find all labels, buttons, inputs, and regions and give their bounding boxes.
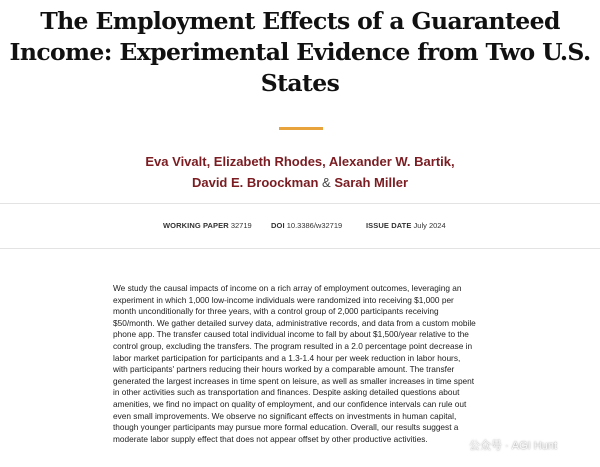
abstract-line: moderate labor supply effect that does not appear offset by other productive activities. [113,433,428,444]
paper-title-line: The Employment Effects of a Guaranteed [40,7,560,35]
issue-date-value: July 2024 [413,221,446,230]
issue-date [366,221,446,230]
wechat-icon [452,439,466,450]
working-paper-label: WORKING PAPER [163,221,229,230]
title-accent-rule [279,127,323,130]
author-line[interactable]: Eva Vivalt, Elizabeth Rhodes, Alexander W. Bartik, [145,154,455,169]
author-link[interactable]: Sarah Miller [334,175,409,190]
watermark-text: 公众号 · AGI Hunt [469,440,558,452]
paper-title [0,6,600,99]
doi-label: DOI [271,221,285,230]
paper-title-line: States [260,69,340,97]
abstract-line: in other activities such as transportation and finances. Despite asking detailed questions about [113,387,460,398]
issue-date-label: ISSUE DATE [366,221,412,230]
working-paper-number [163,221,252,230]
abstract-line: $50/month. We gather detailed survey data, administrative records, and data from a custom mobile [113,317,476,328]
doi [271,221,342,230]
abstract-line: experiment in which 1,000 low-income individuals were randomized into receiving $1,000 per [113,294,454,305]
abstract-line: phone app. The transfer caused total individual income to fall by about $1,500/year relative to the [113,329,469,340]
watermark [452,437,557,453]
abstract-line: labor market participation for participants and a 1.3-1.4 hour per week reduction in labor hours, [113,352,461,363]
abstract-line: generated the largest increases in time spent on leisure, as well as smaller increases in time spent [113,375,475,386]
abstract-line: month unconditionally for three years, with a control group of 2,000 participants receiving [113,306,439,317]
abstract-line: even small improvements. We observe no significant effects on investments in human capital, [113,410,457,421]
paper-title-line: Income: Experimental Evidence from Two U.S. [9,38,591,66]
author-line [0,172,600,193]
author-separator: & [318,175,335,190]
abstract [113,283,498,445]
abstract-line: amenities, we find no impact on quality of employment, and our confidence intervals can rule out [113,398,467,409]
abstract-line: with participants' partners reducing their hours worked by a comparable amount. The transfer [113,364,455,375]
abstract-line: though younger participants may pursue more formal education. Overall, our results suggest a [113,422,459,433]
doi-value[interactable]: 10.3386/w32719 [286,221,343,230]
author-list [0,151,600,193]
abstract-line: We study the causal impacts of income on a rich array of employment outcomes, leveraging an [113,283,462,293]
working-paper-value: 32719 [230,221,252,230]
paper-metadata-bar [0,203,600,249]
author-link[interactable]: David E. Broockman [191,175,319,190]
abstract-line: control group, excluding the transfers. The program resulted in a 2.0 percentage point decrease in [113,340,473,351]
